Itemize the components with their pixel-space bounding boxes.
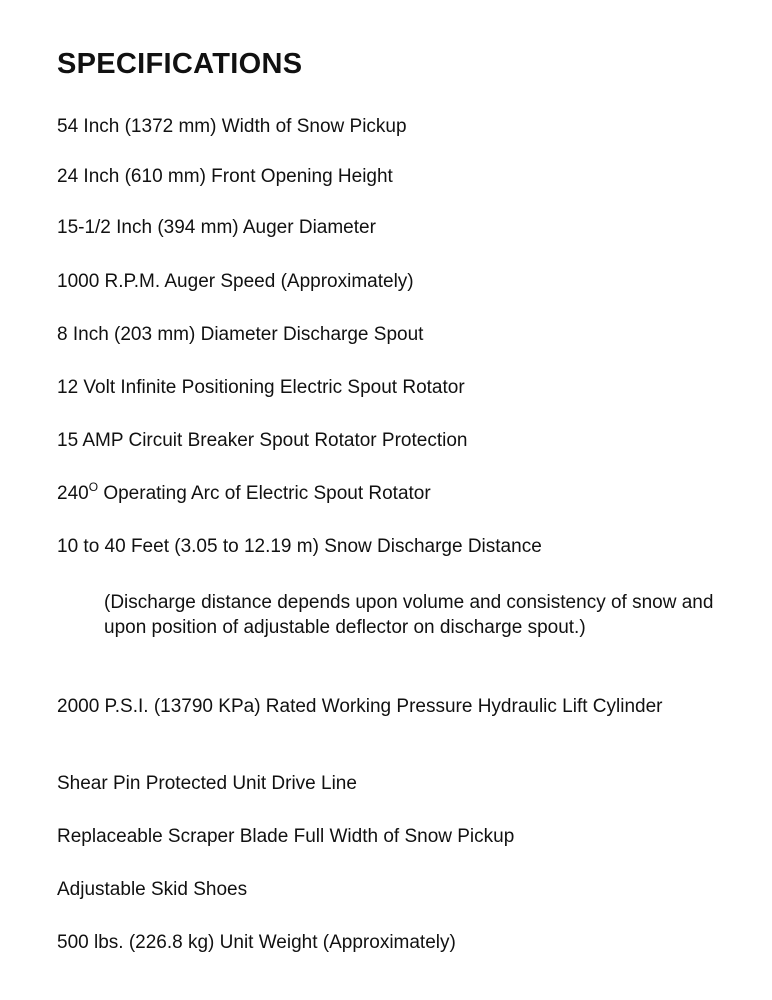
- spec-item-auger-speed: 1000 R.P.M. Auger Speed (Approximately): [57, 271, 414, 292]
- spec-item-hydraulic-cylinder: 2000 P.S.I. (13790 KPa) Rated Working Pressure Hydraulic Lift Cylinder: [57, 696, 663, 717]
- spec-item-circuit-breaker: 15 AMP Circuit Breaker Spout Rotator Protection: [57, 430, 468, 451]
- arc-text: Operating Arc of Electric Spout Rotator: [98, 483, 431, 504]
- spec-item-unit-weight: 500 lbs. (226.8 kg) Unit Weight (Approximately): [57, 932, 456, 953]
- spec-item-skid-shoes: Adjustable Skid Shoes: [57, 879, 248, 900]
- spec-item-spout-rotator: 12 Volt Infinite Positioning Electric Spout Rotator: [57, 377, 465, 398]
- arc-value: 240: [57, 483, 89, 504]
- spec-item-front-opening-height: 24 Inch (610 mm) Front Opening Height: [57, 166, 393, 187]
- spec-item-snow-pickup-width: 54 Inch (1372 mm) Width of Snow Pickup: [57, 116, 407, 137]
- spec-item-drive-line: Shear Pin Protected Unit Drive Line: [57, 773, 357, 794]
- page-title: SPECIFICATIONS: [57, 48, 303, 80]
- spec-item-operating-arc: [57, 481, 431, 506]
- spec-item-discharge-spout: 8 Inch (203 mm) Diameter Discharge Spout: [57, 324, 424, 345]
- degree-superscript: O: [88, 480, 99, 494]
- spec-item-scraper-blade: Replaceable Scraper Blade Full Width of Snow Pickup: [57, 826, 515, 847]
- discharge-distance-note: (Discharge distance depends upon volume and consistency of snow and upon position of adjustable deflector on discharge spout.): [104, 592, 714, 638]
- spec-item-discharge-distance: 10 to 40 Feet (3.05 to 12.19 m) Snow Discharge Distance: [57, 536, 542, 557]
- spec-item-auger-diameter: 15-1/2 Inch (394 mm) Auger Diameter: [57, 217, 376, 238]
